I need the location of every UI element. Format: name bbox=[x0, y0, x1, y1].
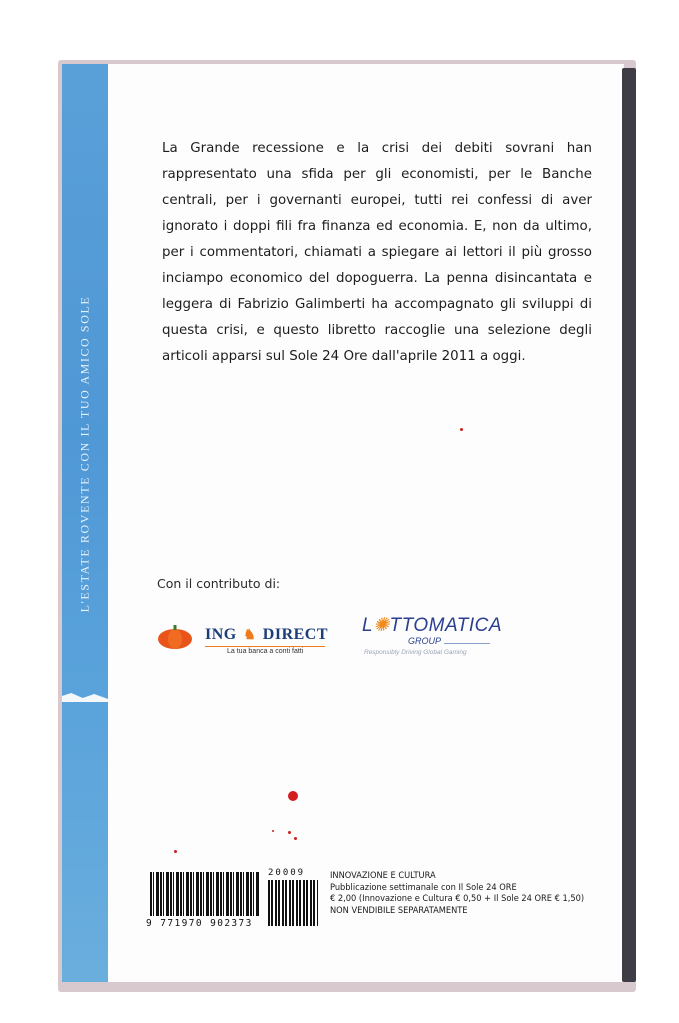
barcode-number: 9 771970 902373 bbox=[146, 918, 253, 929]
spine bbox=[62, 64, 108, 982]
spine-tear bbox=[62, 692, 108, 702]
lottomatica-group: GROUP bbox=[408, 636, 442, 646]
red-stain-small bbox=[460, 428, 463, 431]
ing-name-right: DIRECT bbox=[262, 626, 329, 643]
barcode-bars bbox=[150, 872, 260, 916]
red-stain-small bbox=[288, 831, 291, 834]
page-edge bbox=[622, 68, 636, 982]
book-back-cover bbox=[58, 60, 636, 992]
publication-series: INNOVAZIONE E CULTURA bbox=[330, 870, 436, 881]
lottomatica-divider bbox=[444, 643, 490, 644]
pumpkin-icon bbox=[157, 622, 193, 650]
publication-info bbox=[330, 870, 630, 916]
ing-name bbox=[205, 626, 328, 644]
red-stain bbox=[288, 791, 298, 801]
ing-direct-logo bbox=[157, 620, 337, 660]
red-stain-small bbox=[272, 830, 274, 832]
ing-tagline: La tua banca a conti fatti bbox=[227, 648, 304, 655]
lottomatica-tagline: Responsibly Driving Global Gaming bbox=[364, 649, 467, 656]
lottomatica-initial: L bbox=[362, 615, 374, 636]
lion-icon: ♞ bbox=[243, 628, 257, 643]
lottomatica-name bbox=[362, 614, 502, 637]
swirl-icon: ✺ bbox=[373, 615, 390, 636]
barcode-addon-number: 20009 bbox=[268, 868, 306, 878]
red-stain-small bbox=[174, 850, 177, 853]
ing-name-left: ING bbox=[205, 626, 237, 643]
red-stain-small bbox=[294, 837, 297, 840]
blurb-text: La Grande recessione e la crisi dei debiti sovrani han rappresentato una sfida per gli economisti, per le Banche centrali, per i governanti europei, tutti rei confessi di aver ignorato i doppi fili fra finanza ed economia. E, non da ultimo, per i commentatori, chiamati a spiegare ai lettori il più grosso inciampo economico del dopoguerra. La penna disincantata e leggera di Fabrizio Galimberti ha accompagnato gli sviluppi di questa crisi, e questo libretto raccoglie una selezione degli articoli apparsi sul Sole 24 Ore dall'aprile 2011 a oggi. bbox=[162, 141, 592, 364]
spine-title: L'ESTATE ROVENTE CON IL TUO AMICO SOLE bbox=[77, 295, 92, 613]
publication-notice: NON VENDIBILE SEPARATAMENTE bbox=[330, 904, 468, 916]
cover-panel bbox=[62, 64, 624, 982]
lottomatica-name-rest: TTOMATICA bbox=[389, 615, 503, 636]
barcode bbox=[144, 868, 324, 932]
publication-frequency: Pubblicazione settimanale con Il Sole 24 ORE bbox=[330, 881, 517, 893]
contributors-label: Con il contributo di: bbox=[157, 576, 281, 591]
publication-price: € 2,00 (Innovazione e Cultura € 0,50 + Il Sole 24 ORE € 1,50) bbox=[330, 893, 585, 904]
lottomatica-logo bbox=[362, 612, 512, 664]
barcode-addon-bars bbox=[268, 880, 318, 926]
ing-divider bbox=[205, 646, 325, 647]
